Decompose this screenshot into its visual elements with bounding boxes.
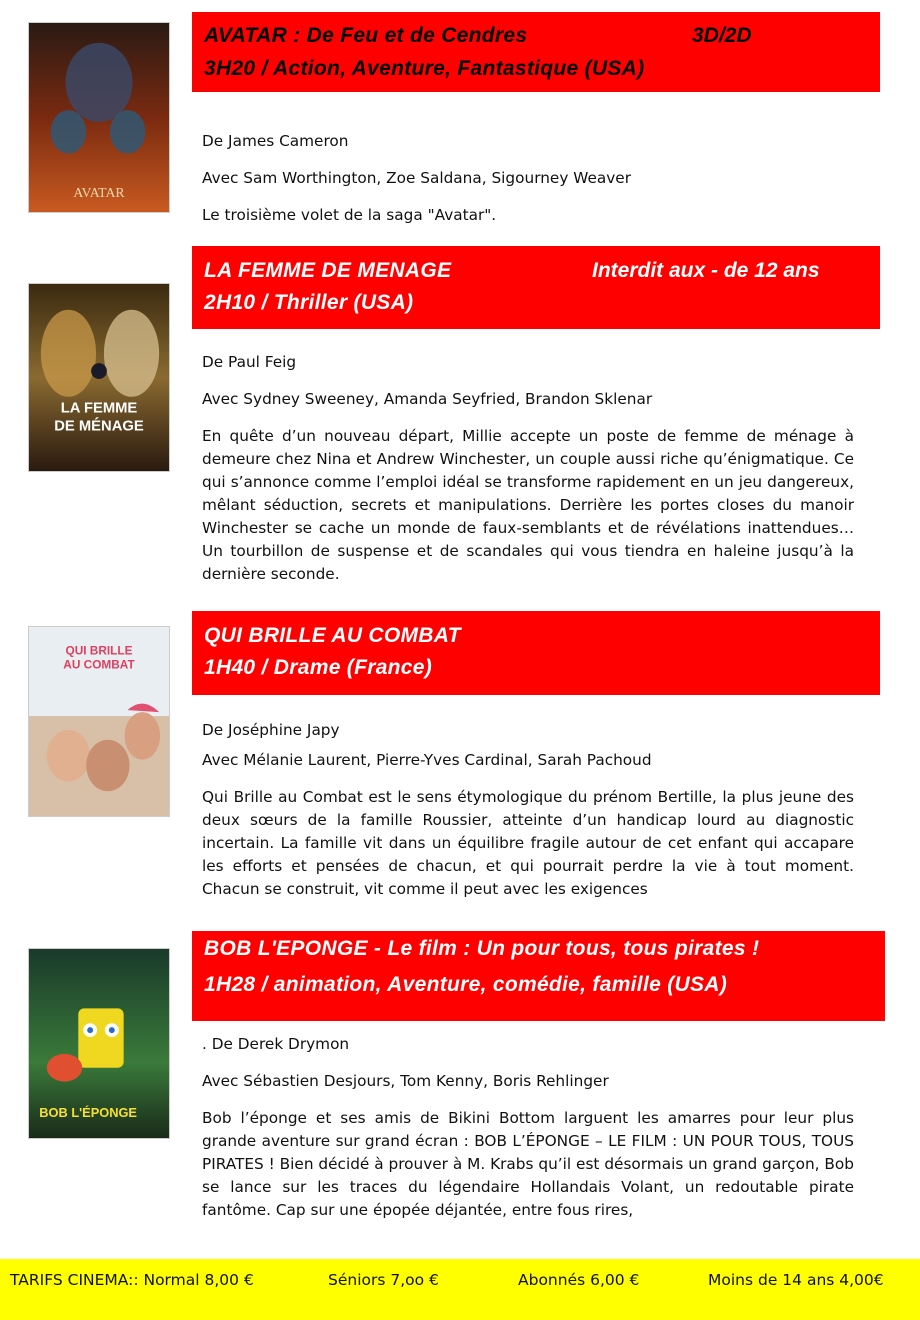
poster-image[interactable]: [28, 948, 170, 1139]
tarifs-band: [0, 1259, 920, 1320]
tarif-moins-14: Moins de 14 ans 4,00€: [708, 1271, 884, 1289]
poster-title: AVATAR: [73, 185, 125, 201]
poster-image[interactable]: [28, 626, 170, 817]
tarif-seniors: Séniors 7,oo €: [328, 1271, 439, 1289]
movie-duration-genre: 2H10 / Thriller (USA): [204, 291, 414, 314]
svg-text:AU COMBAT: AU COMBAT: [63, 657, 135, 672]
movie-header-band: [192, 246, 880, 329]
movie-header-band: [192, 611, 880, 695]
movie-description: Qui Brille au Combat est le sens étymologique du prénom Bertille, la plus jeune des deux sœurs de la famille Roussier, atteinte d’un handicap lourd au diagnostic incertain. La famille vit dans un équilibre fragile autour de cet enfant qui accapare les efforts et pensées de chacun, et qui pourrait perdre la vie à tout moment. Chacun se construit, vit comme il peut avec les exigences: [202, 788, 854, 898]
movie-duration-genre: 1H40 / Drame (France): [204, 656, 433, 679]
poster-image[interactable]: [28, 283, 170, 472]
movie-title: BOB L'EPONGE - Le film : Un pour tous, tous pirates !: [204, 937, 760, 960]
movie-description: Le troisième volet de la saga "Avatar".: [202, 206, 497, 224]
svg-text:DE MÉNAGE: DE MÉNAGE: [54, 418, 144, 435]
movie-format: 3D/2D: [692, 24, 752, 47]
svg-text:LA FEMME: LA FEMME: [60, 400, 138, 417]
movie-header-band: [192, 12, 880, 92]
tarif-abonnes: Abonnés 6,00 €: [518, 1271, 640, 1289]
age-restriction: Interdit aux - de 12 ans: [592, 259, 820, 282]
movie-header-band: [192, 931, 885, 1021]
movie-duration-genre: 1H28 / animation, Aventure, comédie, famille (USA): [204, 973, 728, 996]
movie-director: De James Cameron: [202, 132, 349, 150]
movie-cast: Avec Sam Worthington, Zoe Saldana, Sigourney Weaver: [202, 169, 632, 187]
movie-cast: Avec Sydney Sweeney, Amanda Seyfried, Brandon Sklenar: [202, 390, 653, 408]
tarif-normal: TARIFS CINEMA:: Normal 8,00 €: [10, 1271, 254, 1289]
movie-description: Bob l’éponge et ses amis de Bikini Bottom larguent les amarres pour leur plus grande aventure sur grand écran : BOB L’ÉPONGE – LE FILM : UN POUR TOUS, TOUS PIRATES ! Bien décidé à prouver à M. Krabs qu’il est désormais un grand garçon, Bob se lance sur les traces du légendaire Hollandais Volant, un redoutable pirate fantôme. Cap sur une épopée déjantée, entre fous rires,: [202, 1109, 854, 1219]
movie-director: . De Derek Drymon: [202, 1035, 350, 1053]
movie-director: De Joséphine Japy: [202, 721, 340, 739]
movie-cast: Avec Mélanie Laurent, Pierre-Yves Cardinal, Sarah Pachoud: [202, 751, 652, 769]
movie-description: En quête d’un nouveau départ, Millie accepte un poste de femme de ménage à demeure chez Nina et Andrew Winchester, un couple aussi riche qu’énigmatique. Ce qui s’annonce comme l’emploi idéal se transforme rapidement en un jeu dangereux, mêlant séduction, secrets et manipulations. Derrière les portes closes du manoir Winchester se cache un monde de faux-semblants et de révélations inattendues… Un tourbillon de suspense et de scandales qui vous tiendra en haleine jusqu’à la dernière seconde.: [202, 427, 854, 583]
movie-title: QUI BRILLE AU COMBAT: [204, 624, 461, 647]
movie-title: AVATAR : De Feu et de Cendres: [204, 24, 528, 47]
poster-image[interactable]: [28, 22, 170, 213]
movie-director: De Paul Feig: [202, 353, 297, 371]
svg-text:QUI BRILLE: QUI BRILLE: [65, 643, 133, 658]
movie-title: LA FEMME DE MENAGE: [204, 259, 452, 282]
movie-cast: Avec Sébastien Desjours, Tom Kenny, Boris Rehlinger: [202, 1072, 609, 1090]
movie-duration-genre: 3H20 / Action, Aventure, Fantastique (USA): [204, 57, 645, 80]
svg-text:BOB L'ÉPONGE: BOB L'ÉPONGE: [39, 1105, 137, 1121]
